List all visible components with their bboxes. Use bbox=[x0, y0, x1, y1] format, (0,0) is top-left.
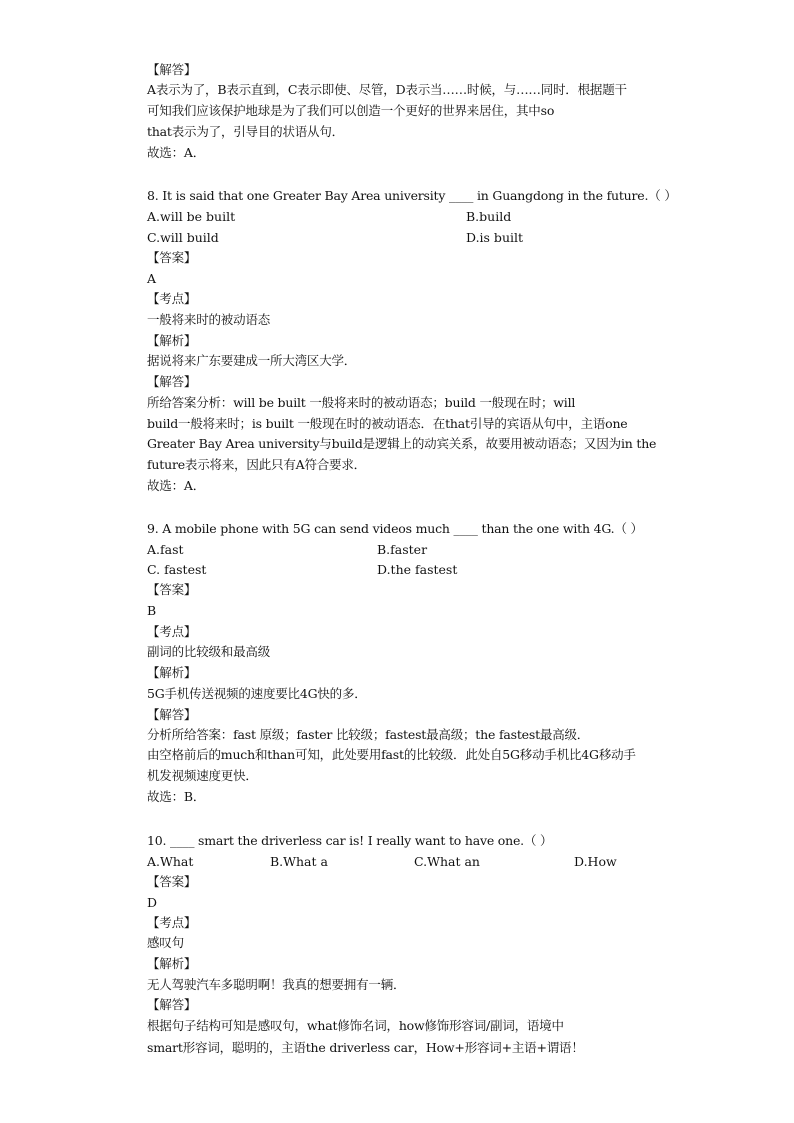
answer-option: B.build bbox=[466, 209, 512, 224]
section-heading: 【解答】 bbox=[147, 374, 197, 389]
text-line: 感叹句 bbox=[147, 935, 184, 950]
text-line: 据说将来广东要建成一所大湾区大学． bbox=[147, 353, 357, 368]
answer-option: D.How bbox=[574, 854, 617, 869]
section-heading: 【考点】 bbox=[147, 624, 197, 639]
text-line: future表示将来，因此只有A符合要求． bbox=[147, 457, 366, 472]
text-line: smart形容词，聪明的，主语the driverless car，How+形容词+主语+谓语！ bbox=[147, 1040, 584, 1055]
text-line: 故选：B． bbox=[147, 789, 206, 804]
section-heading: 【解析】 bbox=[147, 956, 197, 971]
question-stem: 9. A mobile phone with 5G can send videos much ____ than the one with 4G.（ ） bbox=[147, 521, 643, 536]
answer-option: A.fast bbox=[147, 542, 184, 557]
answer-option: B.What a bbox=[270, 854, 328, 869]
answer-option: A.will be built bbox=[147, 209, 236, 224]
text-line: 由空格前后的much和than可知，此处要用fast的比较级．此处自5G移动手机比4G移动手 bbox=[147, 747, 636, 762]
section-heading: 【解答】 bbox=[147, 997, 197, 1012]
answer-option: D.the fastest bbox=[377, 562, 458, 577]
text-line: 无人驾驶汽车多聪明啊！我真的想要拥有一辆． bbox=[147, 977, 406, 992]
text-line: that表示为了，引导目的状语从句． bbox=[147, 124, 344, 139]
answer-option: B.faster bbox=[377, 542, 428, 557]
section-heading: 【解答】 bbox=[147, 707, 197, 722]
answer-option: C.will build bbox=[147, 230, 219, 245]
question-stem: 10. ____ smart the driverless car is! I really want to have one.（ ） bbox=[147, 833, 553, 848]
text-line: 副词的比较级和最高级 bbox=[147, 644, 271, 659]
section-heading: 【解析】 bbox=[147, 333, 197, 348]
section-heading: 【答案】 bbox=[147, 250, 197, 265]
section-heading: 【答案】 bbox=[147, 874, 197, 889]
answer-option: C.What an bbox=[414, 854, 480, 869]
section-heading: 【解答】 bbox=[147, 62, 197, 77]
text-line: D bbox=[147, 895, 157, 910]
text-line: 分析所给答案：fast 原级；faster 比较级；fastest最高级；the fastest最高级． bbox=[147, 727, 590, 742]
text-line: 可知我们应该保护地球是为了我们可以创造一个更好的世界来居住，其中so bbox=[147, 103, 555, 118]
answer-option: D.is built bbox=[466, 230, 524, 245]
text-line: 所给答案分析：will be built 一般将来时的被动语态；build 一般现在时；will bbox=[147, 395, 576, 410]
text-line: 一般将来时的被动语态 bbox=[147, 312, 271, 327]
text-line: Greater Bay Area university与build是逻辑上的动宾关系，故要用被动语态；又因为in the bbox=[147, 436, 657, 451]
text-line: 根据句子结构可知是感叹句，what修饰名词，how修饰形容词/副词，语境中 bbox=[147, 1018, 564, 1033]
text-line: A bbox=[147, 271, 156, 286]
answer-option: A.What bbox=[147, 854, 194, 869]
text-line: B bbox=[147, 603, 156, 618]
text-line: 5G手机传送视频的速度要比4G快的多． bbox=[147, 686, 367, 701]
answer-option: C. fastest bbox=[147, 562, 207, 577]
text-line: 机发视频速度更快． bbox=[147, 768, 258, 783]
text-line: build一般将来时；is built 一般现在时的被动语态．在that引导的宾语从句中，主语one bbox=[147, 416, 628, 431]
text-line: 故选：A． bbox=[147, 478, 206, 493]
section-heading: 【考点】 bbox=[147, 291, 197, 306]
question-stem: 8. It is said that one Greater Bay Area university ____ in Guangdong in the future.（ ） bbox=[147, 188, 677, 203]
text-line: 故选：A． bbox=[147, 145, 206, 160]
section-heading: 【解析】 bbox=[147, 665, 197, 680]
section-heading: 【答案】 bbox=[147, 582, 197, 597]
text-line: A表示为了，B表示直到，C表示即使、尽管，D表示当……时候，与……同时．根据题干 bbox=[147, 82, 627, 97]
section-heading: 【考点】 bbox=[147, 915, 197, 930]
